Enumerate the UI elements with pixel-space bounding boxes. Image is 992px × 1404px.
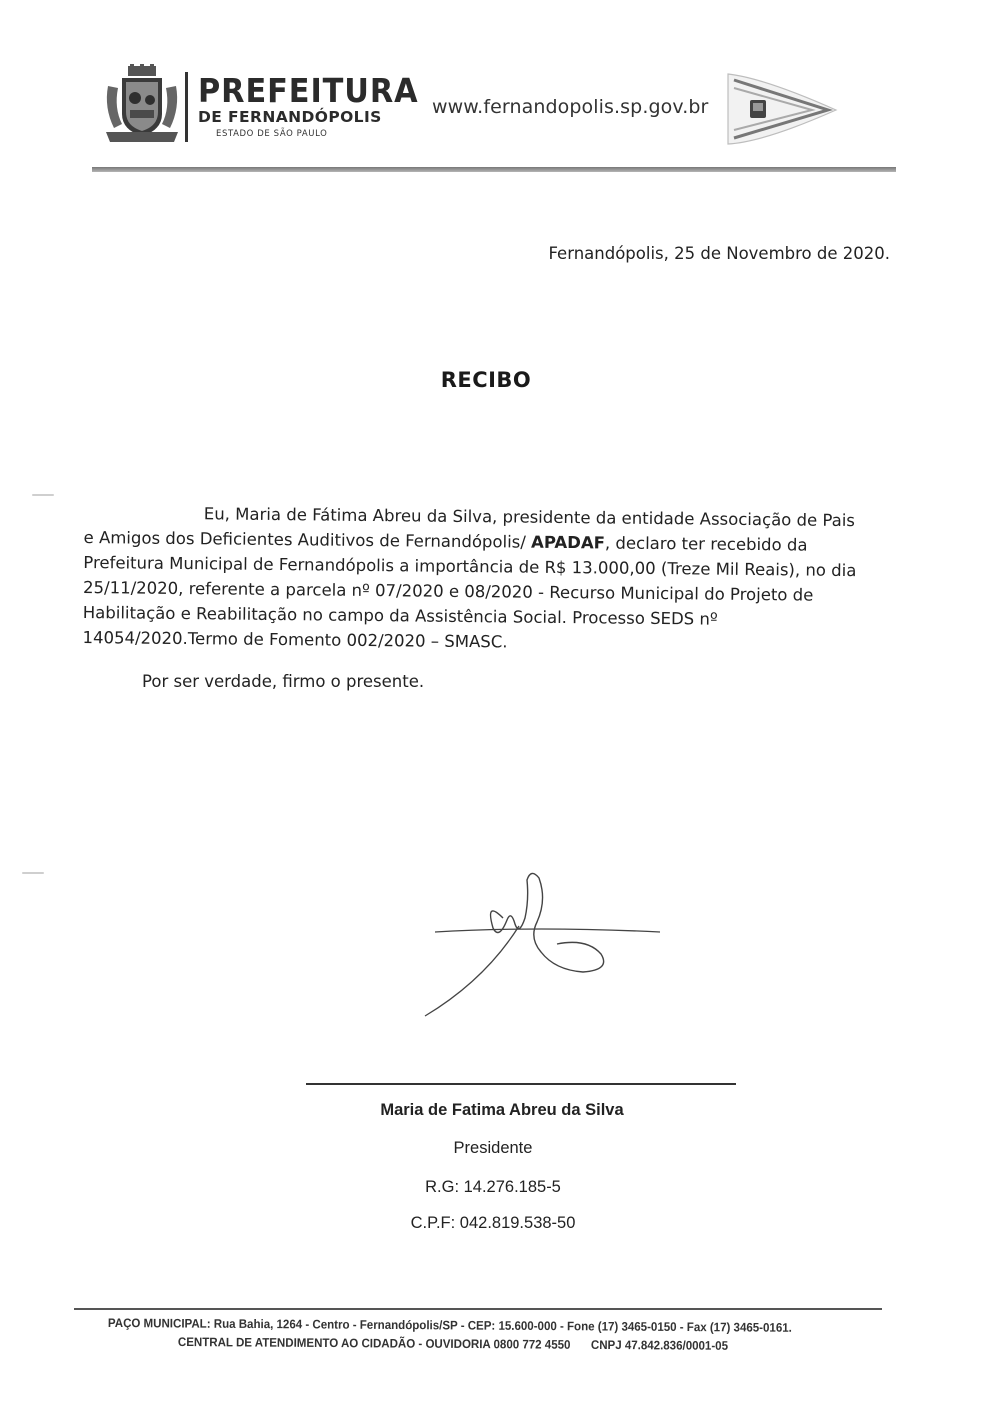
entity-acronym: APADAF: [531, 532, 606, 553]
logo-divider: [185, 72, 188, 142]
website-link[interactable]: www.fernandopolis.sp.gov.br: [432, 96, 709, 118]
receipt-paragraph: [82, 500, 864, 658]
handwritten-signature: [415, 860, 675, 1030]
footer-cnpj: CNPJ 47.842.836/0001-05: [590, 1337, 729, 1353]
municipal-flag-icon: [724, 70, 844, 148]
footer-ombudsman: CENTRAL DE ATENDIMENTO AO CIDADÃO - OUVIDORIA 0800 772 4550: [177, 1335, 571, 1352]
footer-address: PAÇO MUNICIPAL: Rua Bahia, 1264 - Centro - Fernandópolis/SP - CEP: 15.600-000 - Fone (17) 3465-0150 - Fax (17) 3465-0161.: [107, 1316, 792, 1335]
scan-margin-mark: [32, 494, 54, 496]
header-rule: [92, 167, 896, 172]
signer-role: Presidente: [453, 1139, 533, 1157]
brand-subtitle: DE FERNANDÓPOLIS: [198, 108, 382, 126]
footer-rule: [74, 1308, 882, 1310]
signature-line: [306, 1083, 736, 1085]
footer-contact: [178, 1335, 728, 1353]
closing-statement: Por ser verdade, firmo o presente.: [142, 672, 425, 691]
paragraph-text-start: Eu, Maria de Fátima Abreu da Silva, presidente da entidade Associação de Pais e Amigos dos Deficientes Auditivos de Fernandópolis/: [83, 504, 856, 552]
signer-cpf: C.P.F: 042.819.538-50: [410, 1214, 576, 1232]
coat-of-arms-icon: [100, 64, 184, 144]
scan-margin-mark: [22, 872, 44, 874]
signer-rg: R.G: 14.276.185-5: [425, 1178, 561, 1196]
signer-name: Maria de Fatima Abreu da Silva: [380, 1101, 624, 1119]
document-title: RECIBO: [440, 368, 532, 392]
brand-state: ESTADO DE SÃO PAULO: [216, 129, 328, 139]
brand-title: PREFEITURA: [198, 71, 419, 110]
document-date: Fernandópolis, 25 de Novembro de 2020.: [548, 244, 890, 263]
paragraph-text-end: , declaro ter recebido da Prefeitura Municipal de Fernandópolis a importância de R$ 13.000,00 (Treze Mil Reais), no dia 25/11/2020, referente a parcela nº 07/2020 e 08/2020 - Recurso Municipal do Projeto de Habilitação e Reabilitação no campo da Assistência Social. Processo SEDS nº 14054/2020.Termo de Fomento 002/2020 – SMASC.: [82, 533, 857, 652]
